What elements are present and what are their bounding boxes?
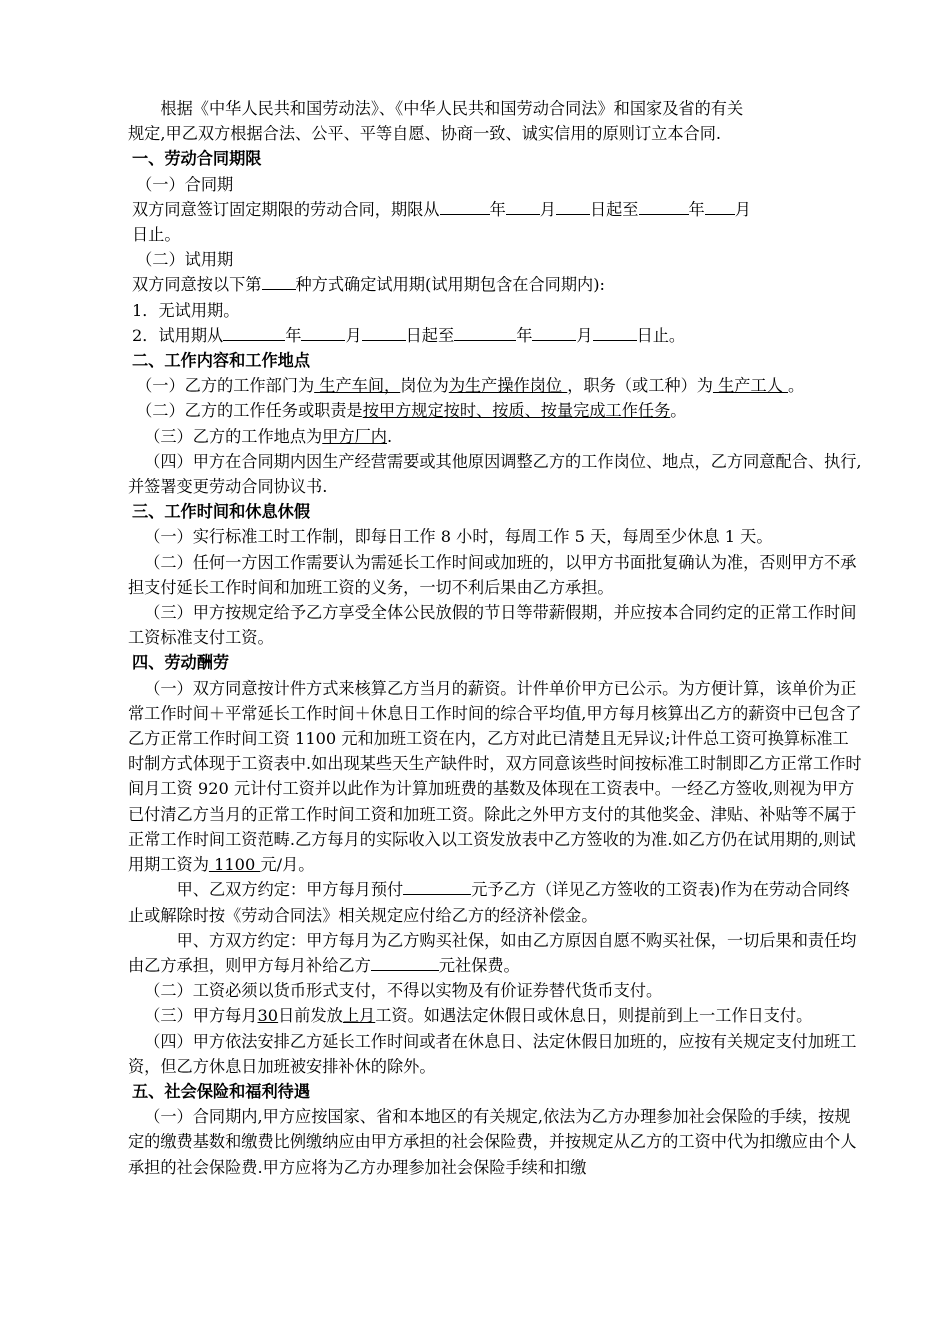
blank-day-start (556, 197, 590, 215)
blank-trial-year-end (454, 323, 516, 341)
s4-item-3: （三）甲方每月30日前发放上月工资。如遇法定休假日或休息日，则提前到上一工作日支付。 (144, 1006, 813, 1026)
dept-value: 生产车间， (314, 376, 401, 396)
blank-trial-year-start (223, 323, 285, 341)
section-3-heading: 三、工作时间和休息休假 (132, 502, 311, 522)
blank-advance-amount (403, 877, 471, 895)
trial-wage-value: 1100 (208, 855, 261, 875)
s3-item-2: （二）任何一方因工作需要认为需延长工作时间或加班的，以甲方书面批复确认为准，否则甲方不承担支付延长工作时间和加班工资的义务，一切不利后果由乙方承担。 (128, 552, 857, 597)
s2-item-2: （二）乙方的工作任务或职责是按甲方规定按时、按质、按量完成工作任务。 (136, 401, 687, 421)
blank-year-end (639, 197, 689, 215)
blank-trial-month-start (301, 323, 345, 341)
blank-year-start (440, 197, 490, 215)
s4-item-1: （一）双方同意按计件方式来核算乙方当月的薪资。计件单价甲方已公示。为方便计算，该单价为正常工作时间＋平常延长工作时间＋休息日工作时间的综合平均值,甲方每月核算出乙方的薪资中已包含了乙方正常工作时间工资 1100 元和加班工资在内，乙方对此已清楚且无异议;计件总工资可换算标准工时制方式体现于工资表中.如出现某些天生产缺件时，双方同意该些时间按标准工时制即乙方正常工作时间月工资 920 元计付工资并以此作为计算加班费的基数及体现在工资表中。一经乙方签收,则视为甲方已付清乙方当月的正常工作时间工资和加班工资。除此之外甲方支付的其他奖金、津贴、补贴等不属于正常工作时间工资范畴.乙方每月的实际收入以工资发放表中乙方签收的为准.如乙方仍在试用期的,则试用期工资为 1100 元/月。 (128, 678, 862, 875)
s5-item-1: （一）合同期内,甲方应按国家、省和本地区的有关规定,依法为乙方办理参加社会保险的手续，按规定的缴费基数和缴费比例缴纳应由甲方承担的社会保险费，并按规定从乙方的工资中代为扣缴应由个人承担的社会保险费.甲方应将为乙方办理参加社会保险手续和扣缴 (128, 1107, 857, 1177)
s3-item-1: （一）实行标准工时工作制，即每日工作 8 小时，每周工作 5 天，每周至少休息 1 天。 (144, 527, 773, 547)
workplace-value: 甲方厂内 (322, 426, 387, 446)
blank-month-end (705, 197, 735, 215)
blank-trial-method (262, 272, 296, 290)
s2-item-3: （三）乙方的工作地点为甲方厂内. (144, 426, 393, 446)
s4-item-4: （四）甲方依法安排乙方延长工作时间或者在休息日、法定休假日加班的，应按有关规定支付加班工资，但乙方休息日加班被安排补休的除外。 (128, 1031, 857, 1076)
pay-month-value: 上月 (342, 1006, 376, 1026)
blank-trial-day-start (362, 323, 406, 341)
s1-subheading-term: （一）合同期 (136, 174, 234, 194)
s1-trial-method: 双方同意按以下第 种方式确定试用期(试用期包含在合同期内): (128, 272, 862, 297)
s4-advance-agreement: 甲、乙双方约定：甲方每月预付 元予乙方（详见乙方签收的工资表)作为在劳动合同终止或解除时按《劳动合同法》相关规定应付给乙方的经济补偿金。 (128, 877, 862, 927)
job-value: 生产工人 (712, 376, 789, 396)
s3-item-3: （三）甲方按规定给予乙方享受全体公民放假的节日等带薪假期，并应按本合同约定的正常工作时间工资标准支付工资。 (128, 603, 857, 648)
s4-insurance-agreement: 甲、方双方约定：甲方每月为乙方购买社保，如由乙方原因自愿不购买社保，一切后果和责任均由乙方承担，则甲方每月补给乙方 元社保费。 (128, 930, 857, 975)
intro-line-1: 根据《中华人民共和国劳动法》、《中华人民共和国劳动合同法》和国家及省的有关 (160, 99, 744, 118)
blank-trial-day-end (593, 323, 637, 341)
blank-trial-month-end (532, 323, 576, 341)
section-5-heading: 五、社会保险和福利待遇 (132, 1081, 311, 1101)
s4-item-2: （二）工资必须以货币形式支付，不得以实物及有价证券替代货币支付。 (144, 981, 663, 1001)
s2-item-4: （四）甲方在合同期内因生产经营需要或其他原因调整乙方的工作岗位、地点，乙方同意配合、执行,并签署变更劳动合同协议书. (128, 451, 862, 497)
s1-term-paragraph: 双方同意签订固定期限的劳动合同，期限从 年 月 日起至 年 月 日止。 (128, 197, 862, 247)
s2-item-1: （一）乙方的工作部门为 生产车间，岗位为为生产操作岗位 ，职务（或工种）为 生产工人 。 (136, 376, 805, 396)
task-value: 按甲方规定按时、按质、按量完成工作任务 (362, 401, 671, 421)
blank-month-start (506, 197, 540, 215)
post-value: 为生产操作岗位 (448, 376, 568, 396)
intro-paragraph (128, 96, 862, 146)
section-1-heading: 一、劳动合同期限 (132, 149, 262, 169)
section-2-heading: 二、工作内容和工作地点 (132, 351, 311, 371)
section-4-heading: 四、劳动酬劳 (132, 653, 230, 673)
s1-trial-option-2: 2．试用期从 年 月 日起至 年 月 日止。 (128, 323, 862, 348)
intro-line-2: 规定,甲乙双方根据合法、公平、平等自愿、协商一致、诚实信用的原则订立本合同. (128, 124, 722, 144)
s1-subheading-trial: （二）试用期 (136, 250, 234, 270)
pay-day-value: 30 (257, 1006, 279, 1026)
blank-insurance-amount (371, 953, 439, 971)
s1-trial-option-1: 1．无试用期。 (132, 300, 240, 320)
